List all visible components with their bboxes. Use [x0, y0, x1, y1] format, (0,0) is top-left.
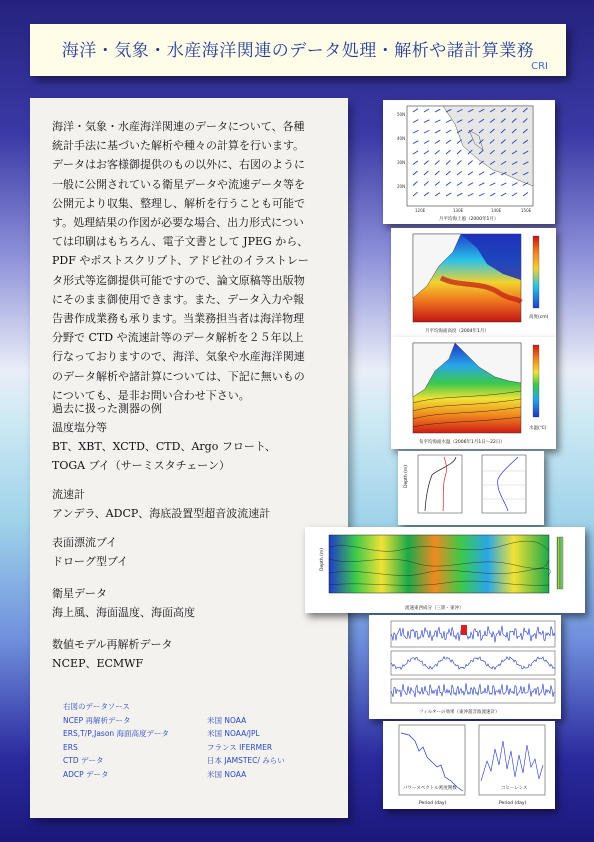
drifter-items: ドローグ型ブイ	[52, 555, 129, 568]
ctd-profile-figure	[398, 451, 544, 525]
source-row: ADCP データ 米国 NOAA	[63, 769, 247, 779]
instruments-heading: 過去に扱った測器の例	[52, 402, 162, 415]
svg-text:120E: 120E	[415, 208, 426, 213]
ctd-depth-label: Depth (m)	[404, 464, 409, 488]
data-sources	[63, 700, 333, 782]
satellite-section	[52, 584, 342, 622]
svg-text:50N: 50N	[397, 112, 406, 117]
page-title: 海洋・気象・水産海洋関連のデータ処理・解析や諸計算業務	[61, 41, 535, 61]
spectrum-right-caption: コヒーレンス	[501, 786, 528, 791]
spectrum-figure	[383, 721, 555, 809]
sst-caption: 旬平均海面水温（2006年1月1日〜22日）	[419, 440, 505, 445]
reanalysis-items: NCEP、ECMWF	[52, 657, 144, 670]
drifter-section	[52, 533, 342, 571]
adcp-caption: 流速東西成分（三陸・東沖）	[405, 606, 464, 611]
svg-text:150E: 150E	[521, 208, 532, 213]
spectrum-left-caption: パワースペクトル密度関数	[403, 786, 457, 791]
ssh-unit: 高度(cm)	[529, 315, 549, 320]
period-label-left: Period (day)	[419, 801, 447, 806]
wind-caption: 月平均海上風（2000年1月）	[439, 217, 499, 222]
instruments-section	[52, 399, 342, 475]
svg-text:40N: 40N	[397, 136, 406, 141]
sea-surface-height-figure	[391, 228, 556, 338]
source-row: ERS フランス IFERMER	[63, 742, 273, 752]
drifter-heading: 表面漂流ブイ	[52, 536, 118, 549]
instruments-line-1: BT、XBT、XCTD、CTD、Argo フロート、	[52, 440, 276, 453]
sst-unit: 水温(℃)	[529, 426, 547, 431]
source-row: CTD データ 日本 JAMSTEC/ みらい	[63, 756, 285, 766]
adcp-depth-label: Depth (m)	[320, 547, 325, 571]
source-row: ERS,T/P,Jason 海面高度データ 米国 NOAA/JPL	[63, 729, 260, 739]
company-tag: CRI	[531, 61, 548, 72]
adcp-section-figure	[305, 527, 585, 613]
satellite-items: 海上風、海面温度、海面高度	[52, 606, 195, 619]
filter-effect-figure	[369, 615, 561, 719]
header-banner	[30, 24, 566, 76]
reanalysis-heading: 数値モデル再解析データ	[52, 638, 173, 651]
svg-text:130E: 130E	[453, 208, 464, 213]
intro-paragraph: 海洋・気象・水産海洋関連のデータについて、各種 統計手法に基づいた解析や種々の計算を行います。 データはお客様御提供のもの以外に、右図のように 一般に公開されている衛星データや流速データ等を 公開元より収集、整理し、解析を行うことも可能で す。処理結果の作図が必要な場合、出力形式につい ては印刷はもちろん、電子文書として JPEG から、 PDF やポストスクリプト、アドビ社のイラストレー タ形式等迄御提供可能ですので、論文原稿等出版物 にそのまま御使用できます。また、データ入力や報 告書作成業務も承ります。当業務担当者は海洋物理 分野で CTD や流速計等のデータ解析を２５年以上 行なっておりますので、海洋、気象や水産海洋関連 のデータ解析や諸計算については、下記に無いもの についても、是非お問い合わせ下さい。	[52, 120, 309, 402]
current-meter-heading: 流速計	[52, 488, 85, 501]
text-panel	[30, 98, 348, 818]
source-row: NCEP 再解析データ 米国 NOAA	[63, 715, 247, 725]
sources-heading: 右図のデータソース	[63, 702, 130, 711]
instruments-subheading: 温度塩分等	[52, 421, 107, 434]
sea-surface-temperature-figure	[391, 337, 556, 449]
current-meter-section	[52, 485, 342, 523]
wind-vector-figure	[383, 100, 555, 224]
period-label-right: Period (day)	[499, 801, 527, 806]
svg-text:20N: 20N	[397, 184, 406, 189]
satellite-heading: 衛星データ	[52, 587, 107, 600]
svg-text:140E: 140E	[491, 208, 502, 213]
current-meter-items: アンデラ、ADCP、海底設置型超音波流速計	[52, 507, 271, 520]
reanalysis-section	[52, 635, 342, 673]
filter-caption: フィルターの効果（東沖超音波流速計）	[419, 710, 500, 715]
instruments-line-2: TOGA ブイ（サーミスタチェーン）	[52, 459, 231, 472]
ssh-caption: 月平均海面高度（2004年1月）	[425, 329, 489, 334]
svg-text:30N: 30N	[397, 160, 406, 165]
